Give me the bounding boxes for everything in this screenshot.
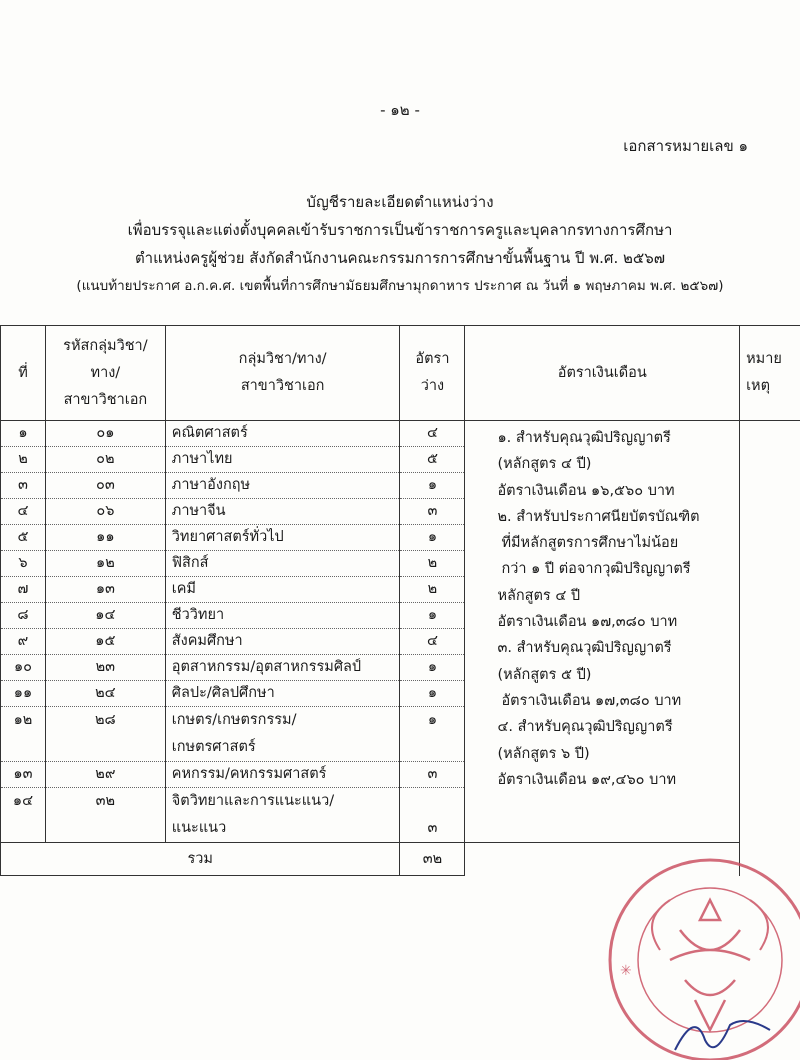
row-no: ๑๓ [1,762,46,788]
row-count: ๓ [400,499,465,525]
row-code: ๑๒ [45,551,165,577]
salary-line: (หลักสูตร ๖ ปี) [497,745,590,762]
row-code: ๒๘ [45,707,165,762]
row-count: ๑ [400,473,465,499]
row-subject: ศิลปะ/ศิลปศึกษา [165,681,400,707]
row-code: ๓๒ [45,788,165,843]
row-no: ๑๔ [1,788,46,843]
row-code: ๒๔ [45,681,165,707]
document-title [0,188,800,300]
title-line-2: เพื่อบรรจุและแต่งตั้งบุคคลเข้ารับราชการเป็นข้าราชการครูและบุคลากรทางการศึกษา [127,221,673,239]
row-no: ๑๒ [1,707,46,762]
row-code: ๐๒ [45,447,165,473]
document-number: เอกสารหมายเลข ๑ [623,137,748,155]
table-row [1,421,800,447]
row-code: ๑๔ [45,603,165,629]
row-subject: คณิตศาสตร์ [165,421,400,447]
row-no: ๑๐ [1,655,46,681]
row-no: ๗ [1,577,46,603]
row-no: ๕ [1,525,46,551]
salary-line: อัตราเงินเดือน ๑๖,๕๖๐ บาท [497,482,675,499]
row-code: ๐๓ [45,473,165,499]
row-no: ๓ [1,473,46,499]
row-code: ๐๑ [45,421,165,447]
row-no: ๔ [1,499,46,525]
total-label: รวม [1,843,400,876]
row-count: ๓ [400,788,465,843]
row-subject: วิทยาศาสตร์ทั่วไป [165,525,400,551]
row-count: ๓ [400,762,465,788]
salary-line: ๑. สำหรับคุณวุฒิปริญญาตรี [497,430,671,446]
salary-line: ๔. สำหรับคุณวุฒิปริญญาตรี [497,719,673,736]
row-count: ๕ [400,447,465,473]
salary-line: ที่มีหลักสูตรการศึกษาไม่น้อย [501,535,679,552]
title-line-1: บัญชีรายละเอียดตำแหน่งว่าง [306,193,494,211]
row-subject: ภาษาไทย [165,447,400,473]
salary-line: (หลักสูตร ๔ ปี) [497,456,592,473]
title-line-4: (แนบท้ายประกาศ อ.ก.ค.ศ. เขตพื้นที่การศึกษามัธยมศึกษามุกดาหาร ประกาศ ณ วันที่ ๑ พฤษภาคม พ.ศ. ๒๕๖๗) [76,278,724,294]
row-no: ๒ [1,447,46,473]
row-subject: จิตวิทยาและการแนะแนว/ แนะแนว [165,788,400,843]
salary-line: กว่า ๑ ปี ต่อจากวุฒิปริญญาตรี [501,561,691,578]
row-no: ๑๑ [1,681,46,707]
salary-line: อัตราเงินเดือน ๑๗,๓๘๐ บาท [497,614,678,631]
row-subject: เกษตร/เกษตรกรรม/ เกษตรศาสตร์ [165,707,400,762]
header-subject: กลุ่มวิชา/ทาง/ สาขาวิชาเอก [165,326,400,421]
salary-cell [465,421,740,843]
row-no: ๑ [1,421,46,447]
header-count: อัตรา ว่าง [400,326,465,421]
title-line-3: ตำแหน่งครูผู้ช่วย สังกัดสำนักงานคณะกรรมการการศึกษาขั้นพื้นฐาน ปี พ.ศ. ๒๕๖๗ [134,249,666,267]
row-code: ๑๕ [45,629,165,655]
row-subject: ฟิสิกส์ [165,551,400,577]
svg-text:✳: ✳ [620,963,632,979]
total-count: ๓๒ [400,843,465,876]
row-count: ๒ [400,577,465,603]
row-subject: เคมี [165,577,400,603]
row-count: ๑ [400,525,465,551]
salary-line: ๒. สำหรับประกาศนียบัตรบัณฑิต [497,508,700,525]
row-code: ๒๓ [45,655,165,681]
remark-cell [740,421,800,876]
row-code: ๑๑ [45,525,165,551]
salary-line: ๓. สำหรับคุณวุฒิปริญญาตรี [497,640,672,657]
header-code: รหัสกลุ่มวิชา/ ทาง/ สาขาวิชาเอก [45,326,165,421]
row-subject: คหกรรม/คหกรรมศาสตร์ [165,762,400,788]
row-subject: สังคมศึกษา [165,629,400,655]
row-code: ๐๖ [45,499,165,525]
row-count: ๑ [400,603,465,629]
salary-line: อัตราเงินเดือน ๑๙,๔๖๐ บาท [497,771,677,788]
row-count: ๔ [400,421,465,447]
row-no: ๖ [1,551,46,577]
row-subject: ภาษาจีน [165,499,400,525]
salary-line: (หลักสูตร ๕ ปี) [497,666,592,683]
row-no: ๘ [1,603,46,629]
row-count: ๑ [400,681,465,707]
row-code: ๒๙ [45,762,165,788]
salary-line: อัตราเงินเดือน ๑๗,๓๘๐ บาท [501,692,682,709]
row-code: ๑๓ [45,577,165,603]
row-no: ๙ [1,629,46,655]
row-count: ๔ [400,629,465,655]
salary-line: หลักสูตร ๔ ปี [497,587,581,604]
header-no: ที่ [1,326,46,421]
page-number: - ๑๒ - [380,101,420,119]
row-count: ๑ [400,655,465,681]
header-remark: หมาย เหตุ [740,326,800,421]
vacancy-table [0,325,800,876]
row-subject: ภาษาอังกฤษ [165,473,400,499]
row-subject: ชีววิทยา [165,603,400,629]
row-count: ๑ [400,707,465,762]
row-count: ๒ [400,551,465,577]
header-salary: อัตราเงินเดือน [465,326,740,421]
signature [670,1010,780,1060]
row-subject: อุตสาหกรรม/อุตสาหกรรมศิลป์ [165,655,400,681]
